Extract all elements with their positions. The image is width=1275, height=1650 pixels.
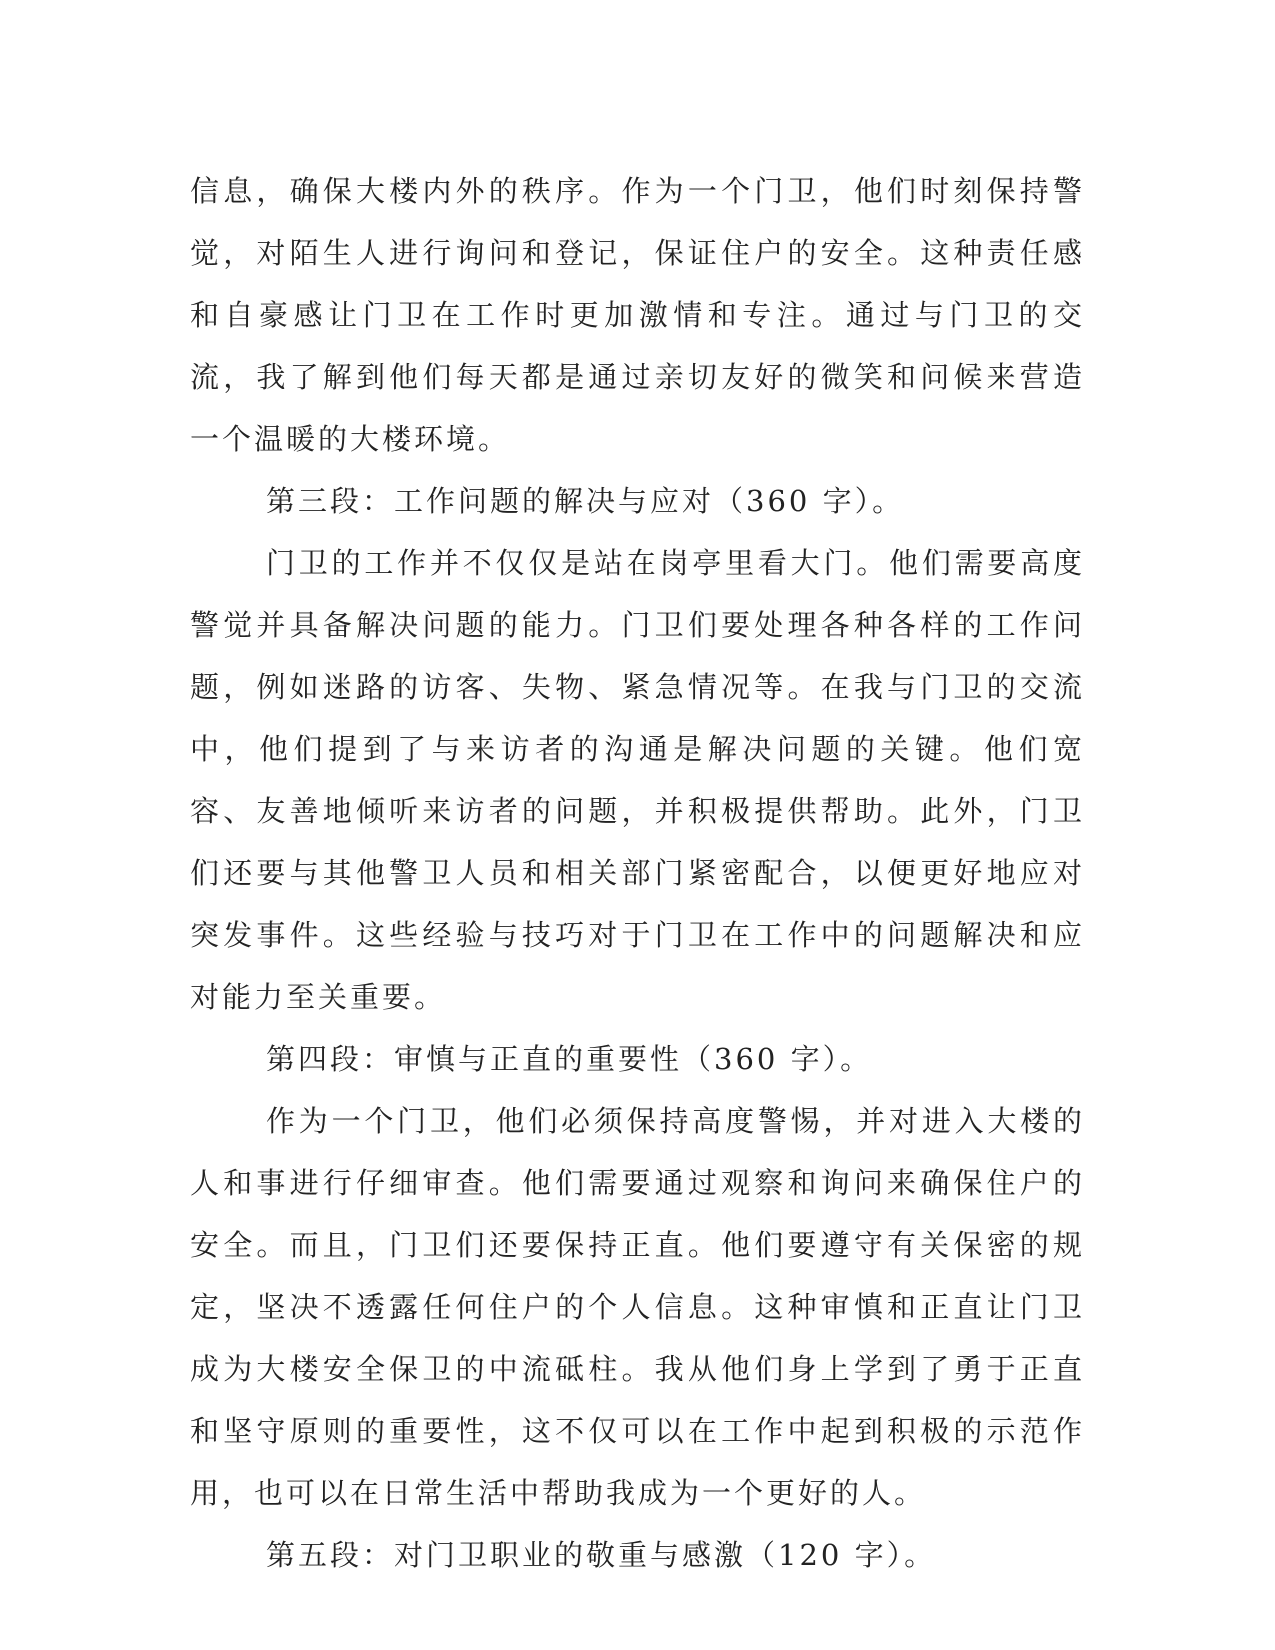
document-body bbox=[190, 160, 1085, 1586]
paragraph-section-3: 门卫的工作并不仅仅是站在岗亭里看大门。他们需要高度警觉并具备解决问题的能力。门卫们要处理各种各样的工作问题，例如迷路的访客、失物、紧急情况等。在我与门卫的交流中，他们提到了与来访者的沟通是解决问题的关键。他们宽容、友善地倾听来访者的问题，并积极提供帮助。此外，门卫们还要与其他警卫人员和相关部门紧密配合，以便更好地应对突发事件。这些经验与技巧对于门卫在工作中的问题解决和应对能力至关重要。 bbox=[190, 546, 1085, 1014]
section-heading-3: 第三段：工作问题的解决与应对（360 字）。 bbox=[266, 484, 905, 518]
section-heading-4: 第四段：审慎与正直的重要性（360 字）。 bbox=[266, 1042, 873, 1076]
paragraph-section-4: 作为一个门卫，他们必须保持高度警惕，并对进入大楼的人和事进行仔细审查。他们需要通过观察和询问来确保住户的安全。而且，门卫们还要保持正直。他们要遵守有关保密的规定，坚决不透露任何住户的个人信息。这种审慎和正直让门卫成为大楼安全保卫的中流砥柱。我从他们身上学到了勇于正直和坚守原则的重要性，这不仅可以在工作中起到积极的示范作用，也可以在日常生活中帮助我成为一个更好的人。 bbox=[190, 1104, 1085, 1510]
paragraph-continued: 信息，确保大楼内外的秩序。作为一个门卫，他们时刻保持警觉，对陌生人进行询问和登记，保证住户的安全。这种责任感和自豪感让门卫在工作时更加激情和专注。通过与门卫的交流，我了解到他们每天都是通过亲切友好的微笑和问候来营造一个温暖的大楼环境。 bbox=[190, 174, 1085, 456]
section-heading-5: 第五段：对门卫职业的敬重与感激（120 字）。 bbox=[266, 1538, 937, 1572]
